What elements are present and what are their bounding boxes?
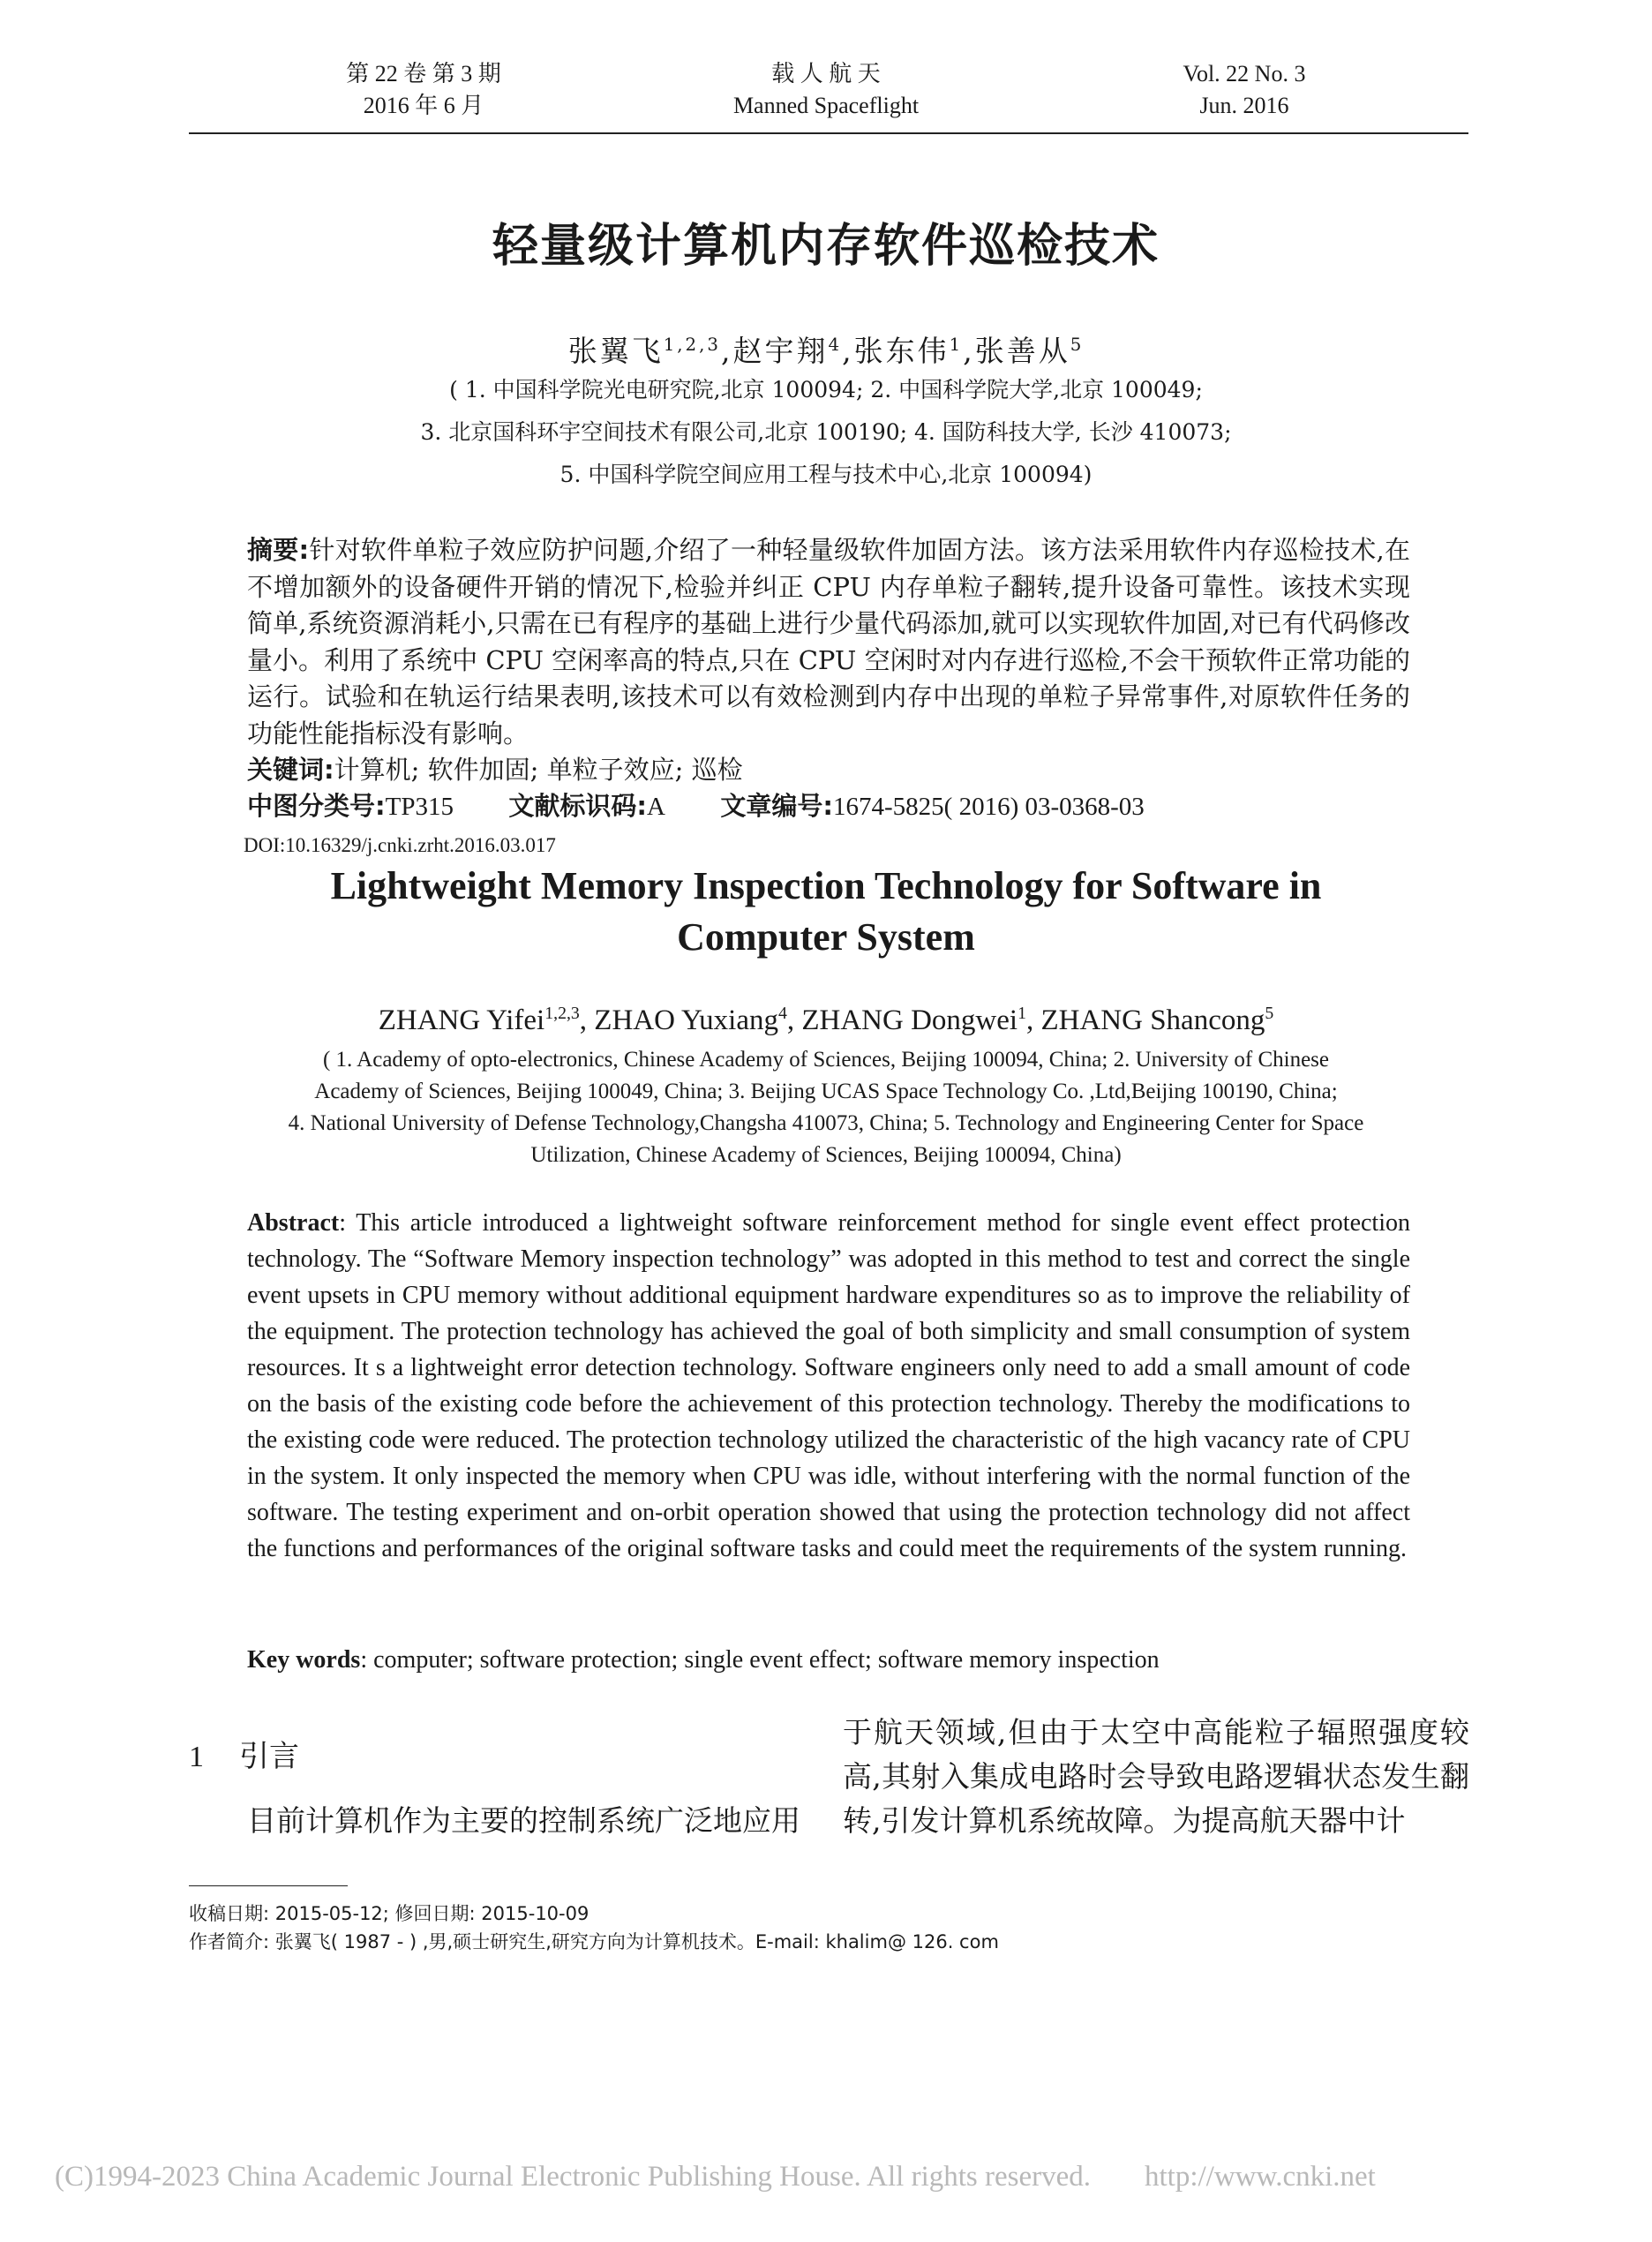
title-en	[0, 861, 1652, 963]
keywords-en	[247, 1642, 1410, 1678]
footnotes	[189, 1900, 1468, 1956]
abstract-en-text: : This article introduced a lightweight software reinforcement method for single event effect protection technology. The “Software Memory inspection technology” was adopted in this method to test and correct the single event upsets in CPU memory without additional equipment hardware expenditures so as to improve the reliability of the equipment. The protection technology has achieved the goal of both simplicity and small consumption of system resources. It s a lightweight error detection technology. Software engineers only need to add a small amount of code on the basis of the existing code before the achievement of this protection technology. Thereby the modifications to the existing code were reduced. The protection technology utilized the characteristic of the high vacancy rate of CPU in the system. It only inspected the memory when CPU was idle, without interfering with the normal function of the software. The testing experiment and on-orbit operation showed that using the protection technology did not affect the functions and performances of the original software tasks and could meet the requirements of the system running.	[247, 1209, 1410, 1562]
footnote-rule	[189, 1885, 348, 1886]
abstract-cn	[247, 532, 1410, 753]
title-en-line: Lightweight Memory Inspection Technology for Software in	[330, 864, 1322, 907]
header-center	[694, 58, 958, 122]
footnote-dates: 收稿日期: 2015-05-12; 修回日期: 2015-10-09	[189, 1903, 589, 1924]
title-cn: 轻量级计算机内存软件巡检技术	[492, 219, 1160, 273]
affiliations-cn	[0, 369, 1652, 496]
copyright-watermark: (C)1994-2023 China Academic Journal Electronic Publishing House. All rights reserved.	[55, 2161, 1092, 2193]
author-en: ZHANG Shancong$^5$	[1040, 1004, 1274, 1036]
doc-code-label: 文献标识码:	[508, 791, 647, 821]
footnote-author-bio: 作者简介: 张翼飞( 1987 - ) ,男,硕士研究生,研究方向为计算机技术。E-mail: khalim@ 126. com	[189, 1931, 999, 1952]
keywords-en-label: Key words	[247, 1646, 361, 1674]
abstract-cn-text: 针对软件单粒子效应防护问题,介绍了一种轻量级软件加固方法。该方法采用软件内存巡检技术,在不增加额外的设备硬件开销的情况下,检验并纠正 CPU 内存单粒子翻转,提升设备可靠性。该技术实现简单,系统资源消耗小,只需在已有程序的基础上进行少量代码添加,就可以实现软件加固,对已有代码修改量小。利用了系统中 CPU 空闲率高的特点,只在 CPU 空闲时对内存进行巡检,不会干预软件正常功能的运行。试验和在轨运行结果表明,该技术可以有效检测到内存中出现的单粒子异常事件,对原软件任务的功能性能指标没有影响。	[247, 535, 1410, 749]
keywords-cn-label: 关键词:	[247, 755, 334, 785]
affiliation-en-line: Utilization, Chinese Academy of Sciences, Beijing 100094, China)	[530, 1143, 1122, 1167]
abstract-en-label: Abstract	[247, 1209, 340, 1237]
affiliation-line: 3. 北京国科环宇空间技术有限公司,北京 100190; 4. 国防科技大学, 长沙 410073;	[420, 419, 1232, 445]
clc-value: TP315	[385, 793, 454, 821]
doi: DOI:10.16329/j.cnki.zrht.2016.03.017	[244, 834, 556, 856]
author-cn: 张东伟$^1$	[853, 334, 964, 368]
header-date-en: Jun. 2016	[1199, 93, 1289, 118]
abstract-en	[247, 1205, 1410, 1567]
section-number: 1	[189, 1741, 204, 1773]
header-vol-no: Vol. 22 No. 3	[1183, 61, 1306, 87]
author-cn: 张善从$^5$	[974, 334, 1085, 368]
section-heading	[189, 1732, 299, 1775]
section-title: 引言	[239, 1739, 299, 1774]
header-left	[291, 58, 556, 122]
affiliation-line: 5. 中国科学院空间应用工程与技术中心,北京 100094)	[559, 462, 1093, 487]
classification-line	[247, 788, 1410, 825]
header-right	[1112, 58, 1377, 122]
abstract-cn-label: 摘要:	[247, 535, 310, 565]
keywords-cn	[247, 752, 1410, 788]
author-cn: 赵宇翔$^4$	[732, 334, 843, 368]
article-no-label: 文章编号:	[720, 791, 833, 821]
article-no-value: 1674-5825( 2016) 03-0368-03	[833, 793, 1145, 821]
affiliation-en-line: ( 1. Academy of opto-electronics, Chinese Academy of Sciences, Beijing 100094, China; 2. University of Chinese	[322, 1048, 1330, 1072]
header-date-cn: 2016 年 6 月	[363, 93, 484, 118]
affiliations-en	[0, 1044, 1652, 1171]
title-en-line: Computer System	[677, 915, 975, 959]
header-journal-en: Manned Spaceflight	[732, 93, 920, 118]
clc-label: 中图分类号:	[247, 791, 386, 821]
author-en: ZHANG Dongwei$^1$	[801, 1004, 1026, 1036]
affiliation-en-line: 4. National University of Defense Technology,Changsha 410073, China; 5. Technology and Engineering Center for Space	[288, 1111, 1364, 1135]
affiliation-line: ( 1. 中国科学院光电研究院,北京 100094; 2. 中国科学院大学,北京 100049;	[449, 377, 1203, 403]
cnki-url-watermark: http://www.cnki.net	[1145, 2161, 1376, 2193]
doc-code-value: A	[647, 793, 665, 821]
author-en: ZHAO Yuxiang$^4$	[594, 1004, 787, 1036]
authors-cn: 张翼飞$^{1,2,3}$,赵宇翔$^4$,张东伟$^1$,张善从$^5$	[567, 334, 1085, 368]
keywords-en-text: : computer; software protection; single event effect; software memory inspection	[360, 1646, 1160, 1674]
author-en: ZHANG Yifei$^{1,2,3}$	[378, 1004, 580, 1036]
keywords-cn-text: 计算机; 软件加固; 单粒子效应; 巡检	[334, 755, 743, 785]
body-right-column: 于航天领域,但由于太空中高能粒子辐照强度较高,其射入集成电路时会导致电路逻辑状态发生翻转,引发计算机系统故障。为提高航天器中计	[843, 1715, 1469, 1838]
affiliation-en-line: Academy of Sciences, Beijing 100049, China; 3. Beijing UCAS Space Technology Co. ,Ltd,Beijing 100190, China;	[314, 1080, 1338, 1103]
author-cn: 张翼飞$^{1,2,3}$	[567, 334, 722, 368]
header-rule	[189, 132, 1468, 134]
body-left-column: 目前计算机作为主要的控制系统广泛地应用	[247, 1803, 800, 1838]
header-journal-cn: 载 人 航 天	[771, 61, 881, 87]
authors-en: ZHANG Yifei$^{1,2,3}$, ZHAO Yuxiang$^4$, ZHANG Dongwei$^1$, ZHANG Shancong$^5$	[378, 1004, 1274, 1036]
header-volume-issue: 第 22 卷 第 3 期	[346, 61, 501, 87]
